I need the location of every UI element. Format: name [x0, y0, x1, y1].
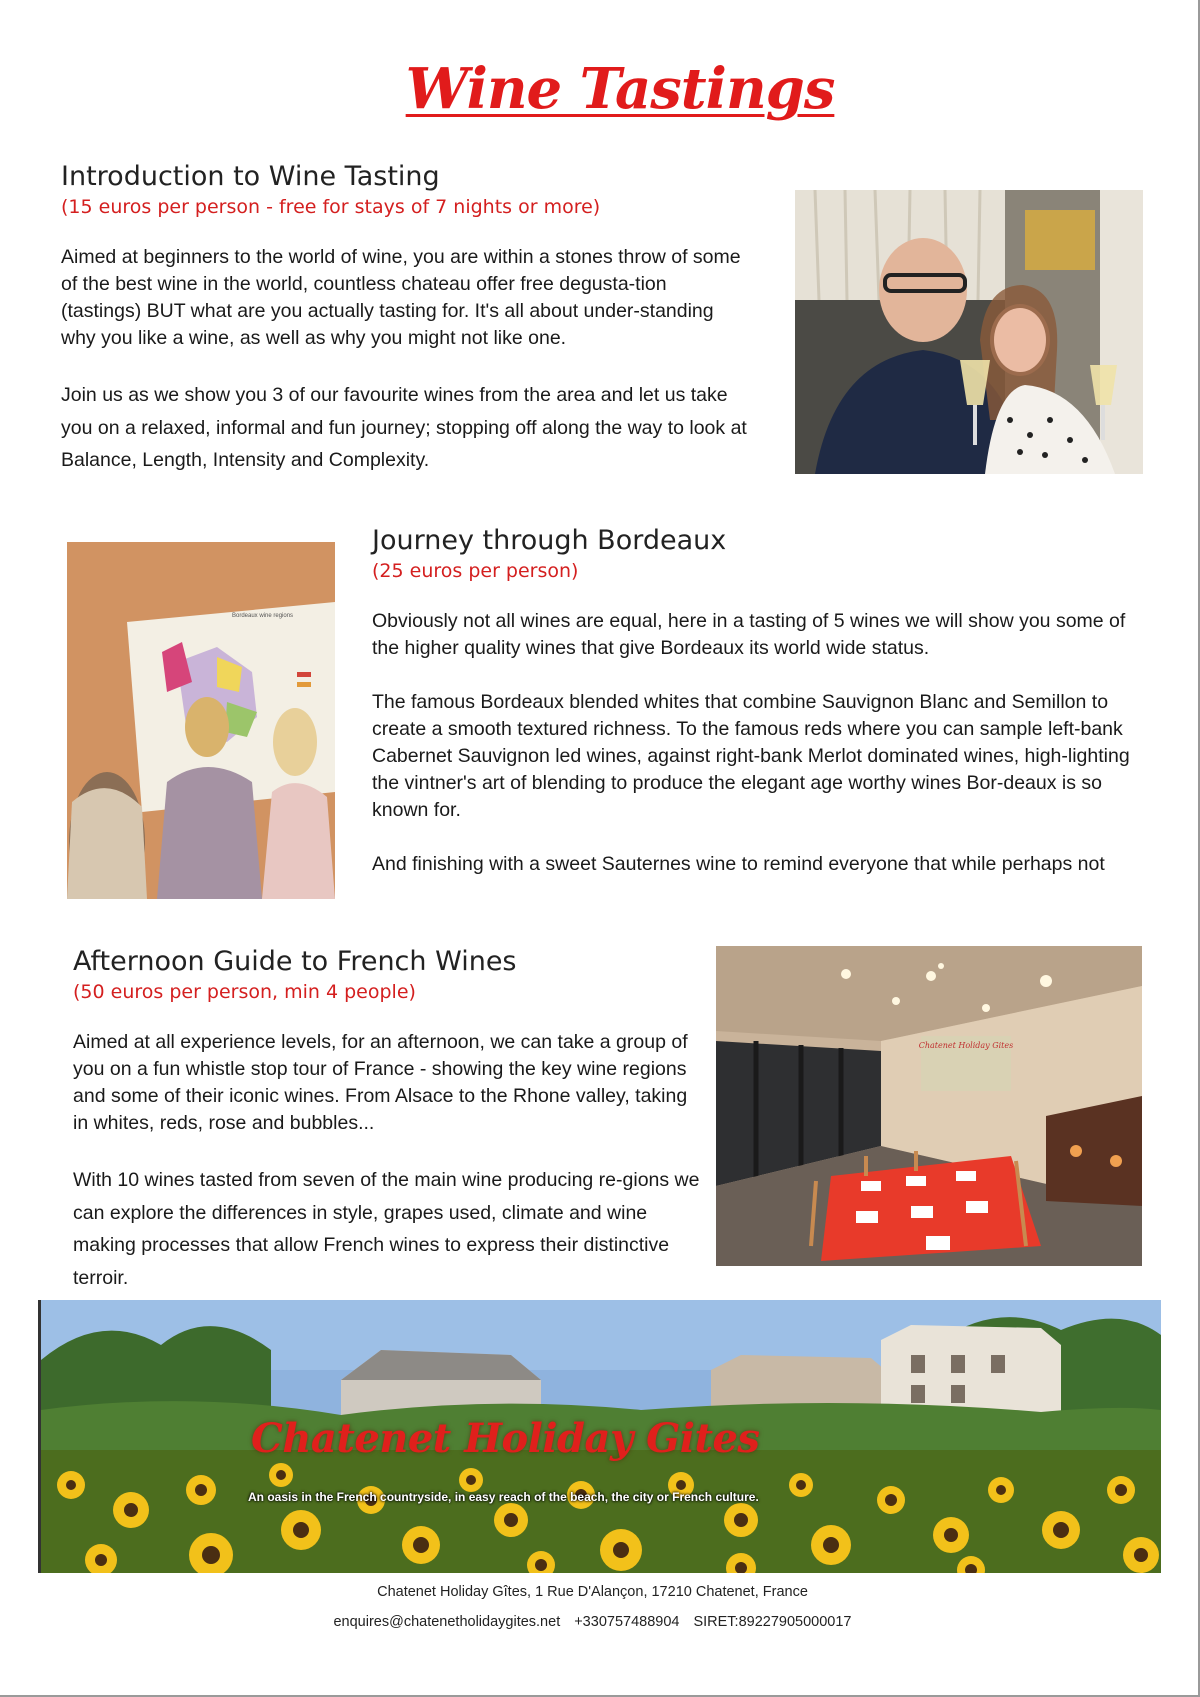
couple-toasting-photo — [795, 190, 1143, 474]
bordeaux-paragraph-3: And finishing with a sweet Sauternes wine to remind everyone that while perhaps not — [372, 853, 1105, 875]
afternoon-section — [73, 945, 703, 1321]
intro-paragraph-1: Aimed at beginners to the world of wine, you are within a stones throw of some of the best wine in the world, countless chateau offer free degusta-tion (tastings) BUT what are you actually tasting for. It's all about under-standing why you like a wine, as well as why you might not like one. — [61, 246, 741, 349]
banner-tagline: An oasis in the French countryside, in easy reach of the beach, the city or French culture. — [248, 1490, 759, 1504]
sunflower-field-banner — [38, 1300, 1161, 1573]
page-title: Wine Tastings — [405, 56, 835, 122]
footer-contact — [0, 1614, 1185, 1630]
map-caption: Bordeaux wine regions — [232, 613, 294, 619]
email-link[interactable]: enquires@chatenetholidaygites.net — [333, 1614, 561, 1630]
map-presentation-photo — [67, 542, 335, 899]
screen-text: Chatenet Holiday Gites — [918, 1041, 1014, 1050]
bordeaux-heading: Journey through Bordeaux — [372, 525, 727, 556]
intro-section — [61, 160, 751, 504]
address-text: Chatenet Holiday Gîtes, 1 Rue D'Alançon, 17210 Chatenet, France — [377, 1584, 808, 1600]
intro-heading: Introduction to Wine Tasting — [61, 161, 440, 192]
bordeaux-price: (25 euros per person) — [372, 560, 579, 582]
afternoon-paragraph-1: Aimed at all experience levels, for an afternoon, we can take a group of you on a fun whistle stop tour of France - showing the key wine regions and some of their iconic wines. From Alsace to the Rhone valley, taking in whites, reds, rose and bubbles... — [73, 1031, 688, 1134]
afternoon-heading: Afternoon Guide to French Wines — [73, 946, 517, 977]
afternoon-paragraph-2: With 10 wines tasted from seven of the main wine producing re-gions we can explore the differences in style, grapes used, climate and wine making processes that allow French wines to express their distinctive terroir. — [73, 1169, 700, 1289]
siret-text: SIRET:89227905000017 — [693, 1614, 852, 1630]
footer-address — [0, 1584, 1185, 1600]
bordeaux-paragraph-2: The famous Bordeaux blended whites that combine Sauvignon Blanc and Semillon to create a smooth textured richness. To the famous reds where you can sample left-bank Cabernet Sauvignon led wines, against right-bank Merlot dominated wines, high-lighting the vintner's art of blending to produce the elegant age worthy wines Bor-deaux is so known for. — [372, 691, 1130, 821]
phone-text: +330757488904 — [574, 1614, 680, 1630]
bordeaux-section — [372, 524, 1157, 905]
tasting-room-photo — [716, 946, 1142, 1266]
afternoon-price: (50 euros per person, min 4 people) — [73, 981, 416, 1003]
bordeaux-paragraph-1: Obviously not all wines are equal, here in a tasting of 5 wines we will show you some of the higher quality wines that give Bordeaux its world wide status. — [372, 610, 1126, 659]
banner-title: Chatenet Holiday Gites — [251, 1415, 760, 1462]
intro-paragraph-2: Join us as we show you 3 of our favourite wines from the area and let us take you on a relaxed, informal and fun journey; stopping off along the way to look at Balance, Length, Intensity and Complexity. — [61, 384, 747, 471]
intro-price: (15 euros per person - free for stays of 7 nights or more) — [61, 196, 601, 218]
